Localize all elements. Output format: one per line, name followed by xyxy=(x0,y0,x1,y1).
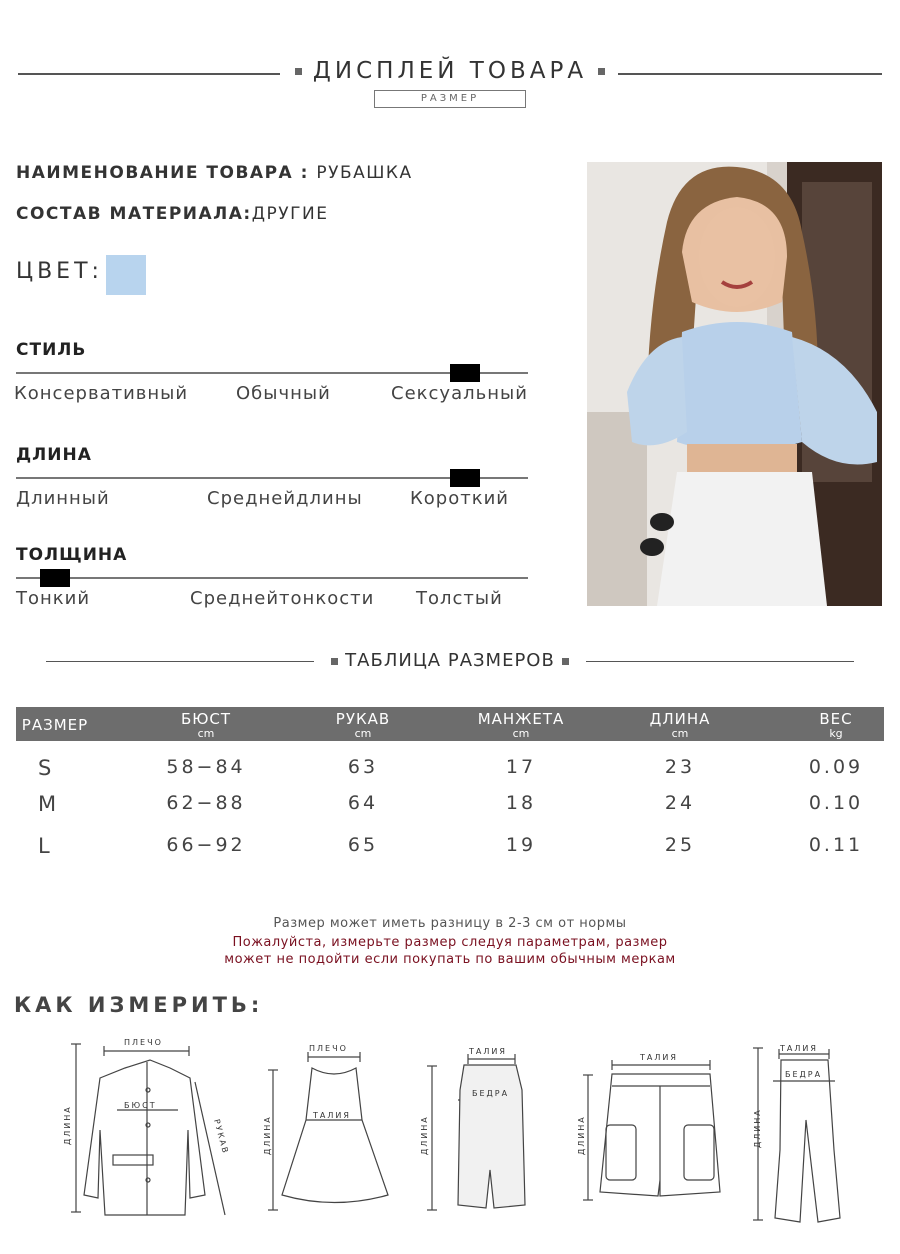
skirt-hips-label: БЕДРА xyxy=(472,1089,510,1098)
square-bullet-icon xyxy=(331,658,338,665)
scale-option-label: Обычный xyxy=(236,383,331,404)
table-cell: 58−84 xyxy=(166,756,246,778)
table-cell: 63 xyxy=(347,756,379,778)
skirt-waist-label: ТАЛИЯ xyxy=(469,1047,507,1056)
table-cell: 65 xyxy=(347,834,379,856)
size-table-title: ТАБЛИЦА РАЗМЕРОВ xyxy=(345,650,555,671)
shirt-bust-label: БЮСТ xyxy=(124,1101,157,1110)
scale-title: ТОЛЩИНА xyxy=(16,545,128,565)
scale-option-label: Консервативный xyxy=(14,383,189,404)
scale-marker xyxy=(40,569,70,587)
table-cell: 24 xyxy=(664,792,696,814)
pants-length-label: ДЛИНА xyxy=(753,1108,762,1148)
scale-option-label: Короткий xyxy=(410,488,509,509)
column-header-unit: cm xyxy=(354,727,372,740)
table-cell: M xyxy=(38,792,60,816)
table-cell: 25 xyxy=(664,834,696,856)
how-to-title: КАК ИЗМЕРИТЬ: xyxy=(14,993,264,1017)
pants-hips-label: БЕДРА xyxy=(785,1070,823,1079)
scale-option-label: Среднейдлины xyxy=(207,488,363,509)
page-subtitle: РАЗМЕР xyxy=(374,90,526,108)
product-photo xyxy=(587,162,882,606)
skirt-diagram xyxy=(427,1054,525,1210)
shorts-waist-label: ТАЛИЯ xyxy=(640,1053,678,1062)
size-table-title-wrap xyxy=(0,650,900,671)
column-header xyxy=(293,710,433,739)
table-cell: 17 xyxy=(505,756,537,778)
column-header-name: ДЛИНА xyxy=(649,710,711,728)
scale-option-label: Среднейтонкости xyxy=(190,588,375,609)
header-title-wrap xyxy=(0,58,900,84)
size-table-header xyxy=(16,707,884,741)
column-header-name: РУКАВ xyxy=(335,710,391,728)
scale-marker xyxy=(450,364,480,382)
column-header-unit: cm xyxy=(512,727,530,740)
page-title: ДИСПЛЕЙ ТОВАРА xyxy=(312,58,588,84)
scale-marker xyxy=(450,469,480,487)
column-header-name: БЮСТ xyxy=(180,710,232,728)
table-cell: 62−88 xyxy=(166,792,246,814)
color-swatch xyxy=(106,255,146,295)
skirt-length-label: ДЛИНА xyxy=(420,1115,429,1155)
shirt-length-label: ДЛИНА xyxy=(63,1105,72,1145)
column-header-name: МАНЖЕТА xyxy=(477,710,565,728)
scale-title: СТИЛЬ xyxy=(16,340,87,360)
scale-track xyxy=(16,577,528,579)
dress-diagram xyxy=(268,1052,388,1210)
scale-option-label: Тонкий xyxy=(16,588,91,609)
column-header-name: ВЕС xyxy=(819,710,853,728)
table-cell: 0.10 xyxy=(808,792,864,814)
shirt-diagram xyxy=(71,1044,225,1215)
dress-shoulder-label: ПЛЕЧО xyxy=(309,1044,348,1053)
table-cell: S xyxy=(38,756,55,780)
column-header xyxy=(136,710,276,739)
shorts-diagram xyxy=(583,1060,720,1200)
scale-title: ДЛИНА xyxy=(16,445,92,465)
note-tolerance: Размер может иметь разницу в 2-3 см от нормы xyxy=(273,916,627,931)
note-warning-2: может не подойти если покупать по вашим обычным меркам xyxy=(224,952,676,967)
square-bullet-icon xyxy=(598,68,605,75)
table-cell: 0.11 xyxy=(808,834,864,856)
column-header-unit: kg xyxy=(829,727,843,740)
table-cell: 64 xyxy=(347,792,379,814)
table-cell: 18 xyxy=(505,792,537,814)
column-header-unit: cm xyxy=(671,727,689,740)
scale-option-label: Длинный xyxy=(16,488,110,509)
material-label: СОСТАВ МАТЕРИАЛА: xyxy=(16,204,252,224)
column-header-unit: cm xyxy=(197,727,215,740)
dress-length-label: ДЛИНА xyxy=(263,1115,272,1155)
material-value: ДРУГИЕ xyxy=(251,204,329,224)
square-bullet-icon xyxy=(562,658,569,665)
table-cell: 0.09 xyxy=(808,756,864,778)
table-cell: L xyxy=(38,834,53,858)
table-cell: 66−92 xyxy=(166,834,246,856)
scale-option-label: Сексуальный xyxy=(391,383,528,404)
dress-waist-label: ТАЛИЯ xyxy=(313,1111,351,1120)
product-name-label: НАИМЕНОВАНИЕ ТОВАРА : xyxy=(16,163,309,183)
column-header xyxy=(451,710,591,739)
shirt-shoulder-label: ПЛЕЧО xyxy=(124,1038,163,1047)
shirt-sleeve-label: РУКАВ xyxy=(212,1118,231,1156)
column-header xyxy=(766,710,900,739)
measure-diagrams xyxy=(0,1030,900,1254)
note-warning-1: Пожалуйста, измерьте размер следуя параметрам, размер xyxy=(232,935,668,950)
product-name-value: РУБАШКА xyxy=(316,163,413,183)
pants-waist-label: ТАЛИЯ xyxy=(780,1044,818,1053)
product-name-row xyxy=(16,163,413,183)
shorts-length-label: ДЛИНА xyxy=(577,1115,586,1155)
scale-option-label: Толстый xyxy=(416,588,503,609)
color-label: ЦВЕТ: xyxy=(16,259,103,284)
table-cell: 23 xyxy=(664,756,696,778)
column-header xyxy=(610,710,750,739)
table-cell: 19 xyxy=(505,834,537,856)
material-row xyxy=(16,204,328,224)
column-header-name: РАЗМЕР xyxy=(21,716,89,734)
square-bullet-icon xyxy=(295,68,302,75)
column-header xyxy=(0,716,125,734)
